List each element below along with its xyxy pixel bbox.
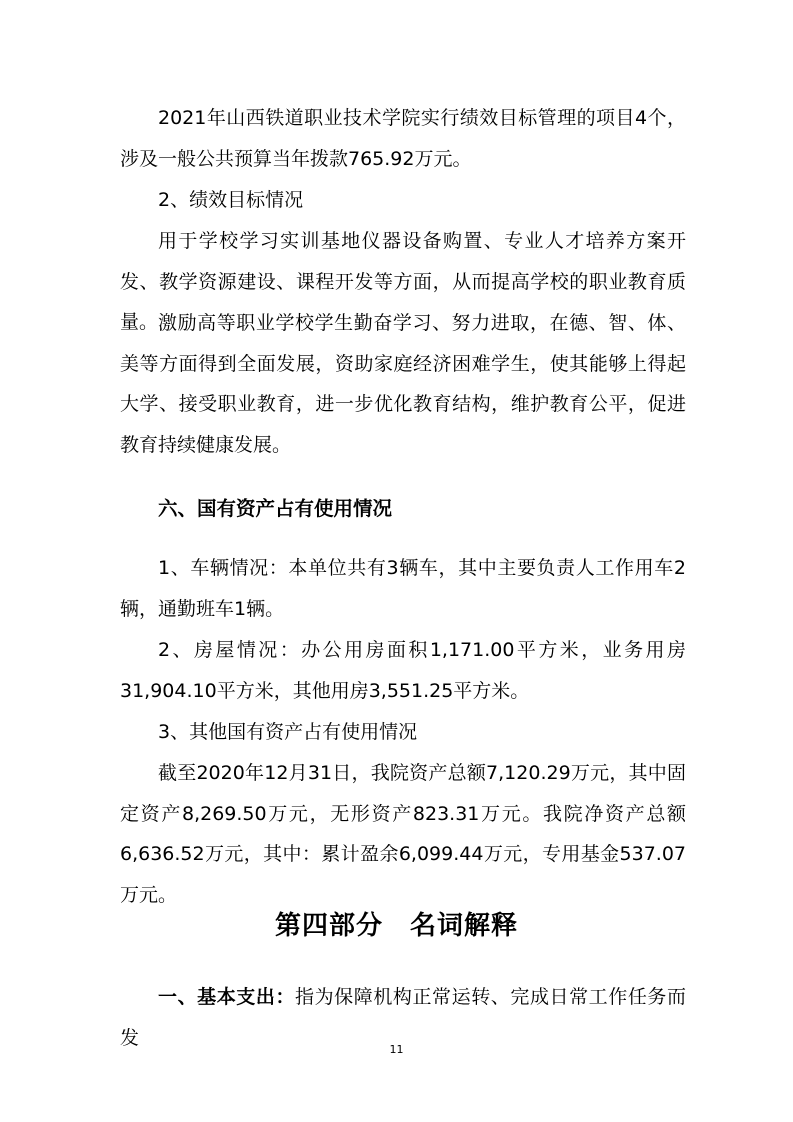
paragraph-targets-incentive: 激励高等职业学校学生勤奋学习、努力进取，在德、智、体、美等方面得到全面发展，资助家庭经济困难学生，使其能够上得起大学、接受职业教育，进一步优化教育结构，维护教育公平，促进教育持续健康发展。	[120, 312, 686, 456]
part-title-glossary: 第四部分 名词解释	[274, 911, 518, 941]
subheading-performance-targets: 2、绩效目标情况	[158, 189, 304, 211]
section-heading-state-assets: 六、国有资产占有使用情况	[158, 497, 393, 520]
definition-text: 指为保障机构正常运转、完成日常工作任务而发	[120, 986, 686, 1049]
paragraph-performance-projects: 2021年山西铁道职业技术学院实行绩效目标管理的项目4个，涉及一般公共预算当年拨款765.92万元。	[120, 107, 686, 170]
subheading-other-assets: 3、其他国有资产占有使用情况	[158, 721, 418, 743]
page-number: 11	[389, 1043, 404, 1056]
paragraph-targets-usage: 用于学校学习实训基地仪器设备购置、专业人才培养方案开发、教学资源建设、课程开发等方面，从而提高学校的职业教育质量。	[120, 230, 686, 333]
paragraph-buildings: 2、房屋情况：办公用房面积1,171.00平方米，业务用房31,904.10平方米，其他用房3,551.25平方米。	[120, 639, 686, 702]
paragraph-total-assets: 截至2020年12月31日，我院资产总额7,120.29万元，其中固定资产8,269.50万元，无形资产823.31万元。我院净资产总额6,636.52万元，其中：累计盈余6,099.44万元，专用基金537.07万元。	[120, 762, 686, 906]
paragraph-vehicles: 1、车辆情况：本单位共有3辆车，其中主要负责人工作用车2辆，通勤班车1辆。	[120, 557, 686, 620]
definition-term: 一、基本支出：	[158, 986, 296, 1008]
